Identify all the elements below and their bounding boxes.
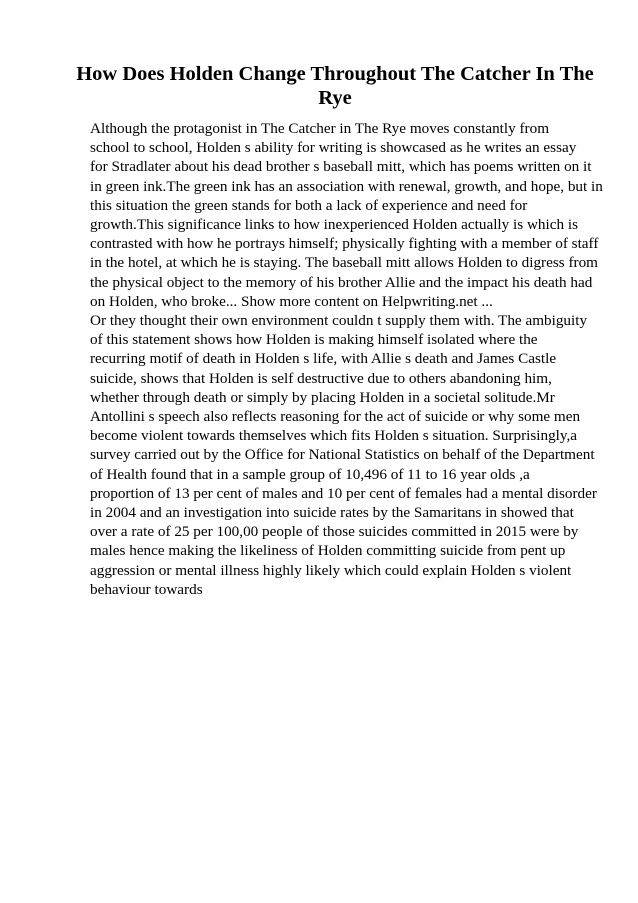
text-line: recurring motif of death in Holden s life, with Allie s death and James Castle xyxy=(90,350,557,368)
text-line: school to school, Holden s ability for writing is showcased as he writes an essay xyxy=(90,139,577,157)
text-line: the physical object to the memory of his brother Allie and the impact his death had xyxy=(90,273,593,291)
text-line: Although the protagonist in The Catcher in The Rye moves constantly from xyxy=(90,120,550,137)
text-line: on Holden, who broke... Show more content on Helpwriting.net ... xyxy=(90,292,493,310)
text-line: in the hotel, at which he is staying. The baseball mitt allows Holden to digress from xyxy=(90,254,598,272)
text-line: over a rate of 25 per 100,00 people of those suicides committed in 2015 were by xyxy=(90,523,579,541)
text-line: of this statement shows how Holden is making himself isolated where the xyxy=(90,331,538,349)
document-title: How Does Holden Change Throughout The Catcher In The Rye xyxy=(76,63,594,109)
text-line: Or they thought their own environment couldn t supply them with. The ambiguity xyxy=(90,312,588,330)
text-line: growth.This significance links to how inexperienced Holden actually is which is xyxy=(90,216,578,234)
document-body xyxy=(90,119,603,599)
text-line: of Health found that in a sample group of 10,496 of 11 to 16 year olds ,a xyxy=(90,465,530,483)
text-line: proportion of 13 per cent of males and 10 per cent of females had a mental disorder xyxy=(90,484,597,502)
text-line: survey carried out by the Office for National Statistics on behalf of the Department xyxy=(90,446,595,464)
text-line: aggression or mental illness highly likely which could explain Holden s violent xyxy=(90,561,572,579)
text-line: in 2004 and an investigation into suicide rates by the Samaritans in showed that xyxy=(90,504,574,522)
text-line: behaviour towards xyxy=(90,580,203,598)
text-line: Antollini s speech also reflects reasoning for the act of suicide or why some men xyxy=(90,408,581,426)
text-line: for Stradlater about his dead brother s baseball mitt, which has poems written on it xyxy=(90,158,592,176)
text-line: whether through death or simply by placing Holden in a societal solitude.Mr xyxy=(90,388,555,406)
text-line: become violent towards themselves which fits Holden s situation. Surprisingly,a xyxy=(90,427,578,445)
text-line: in green ink.The green ink has an association with renewal, growth, and hope, but in xyxy=(90,177,603,195)
text-line: males hence making the likeliness of Holden committing suicide from pent up xyxy=(90,542,566,560)
text-line: this situation the green stands for both a lack of experience and need for xyxy=(90,196,528,214)
text-line: contrasted with how he portrays himself; physically fighting with a member of staff xyxy=(90,235,599,253)
text-line: suicide, shows that Holden is self destructive due to others abandoning him, xyxy=(90,369,552,387)
